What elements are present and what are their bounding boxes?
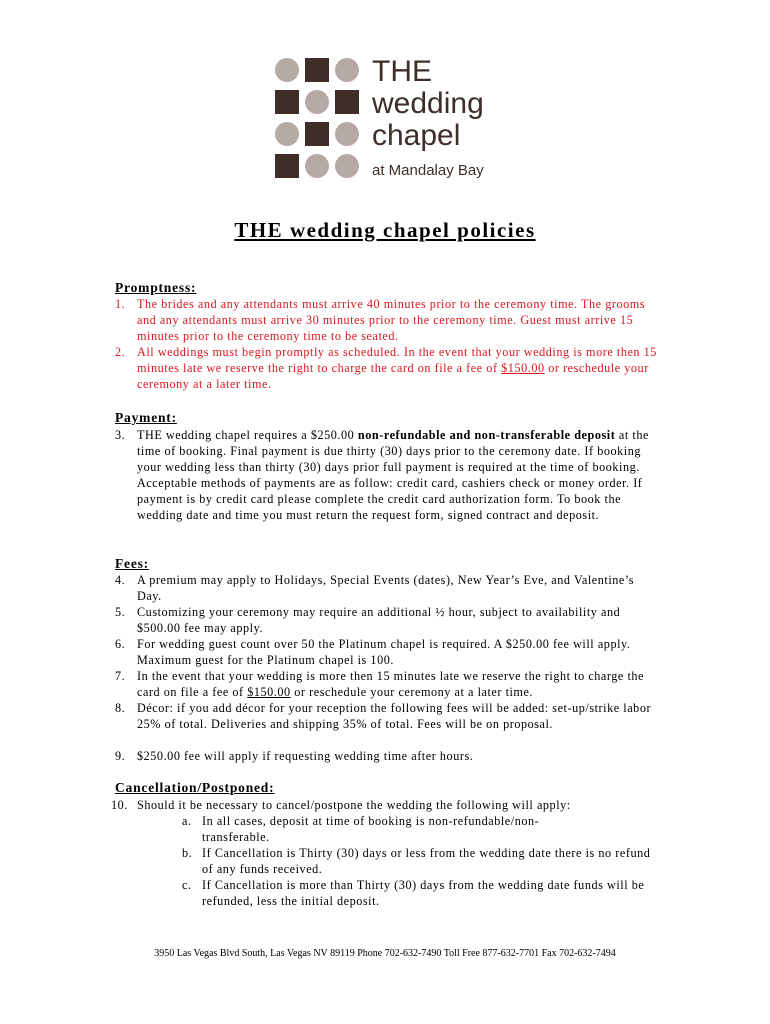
item-text: Customizing your ceremony may require an additional ½ hour, subject to availability and $500.00 fee may apply. <box>137 605 621 635</box>
logo-square <box>335 90 359 114</box>
logo-circle <box>305 90 329 114</box>
item-text: For wedding guest count over 50 the Platinum chapel is required. A $250.00 fee will apply. Maximum guest for the Platinum chapel is 100. <box>137 637 631 667</box>
logo-circle <box>335 58 359 82</box>
item-number: 5. <box>115 605 126 619</box>
policy-item-7 <box>115 668 660 700</box>
item-number: b. <box>182 846 193 860</box>
policy-item-9 <box>115 748 660 764</box>
item-text <box>137 427 660 523</box>
logo-circle <box>275 58 299 82</box>
item-text <box>137 344 660 392</box>
item-text: $250.00 fee will apply if requesting wedding time after hours. <box>137 749 474 763</box>
item-number: c. <box>182 878 192 892</box>
section-heading-cancellation: Cancellation/Postponed: <box>115 780 275 795</box>
section-heading-fees: Fees: <box>115 556 149 571</box>
page-title: THE wedding chapel policies <box>234 218 536 242</box>
logo-square <box>305 122 329 146</box>
policy-subitem-c <box>182 877 662 909</box>
item-number: 1. <box>115 297 126 311</box>
item-number: 10. <box>111 798 128 812</box>
policy-item-3 <box>115 427 660 523</box>
item-text-part: at the time of booking. Final payment is due thirty (30) days prior to the ceremony date. If booking your wedding less than thirty (30) days prior full payment is required at the time of booking. Acceptable methods of payments are as follow: credit card, cashiers check or money order. If payment is by credit card please complete the credit card authorization form. To book the wedding date and time you must return the request form, signed contract and deposit. <box>137 428 649 522</box>
logo-text-location: at Mandalay Bay <box>372 162 484 179</box>
policy-item-5 <box>115 604 660 636</box>
item-number: 3. <box>115 428 126 442</box>
item-number: 4. <box>115 573 126 587</box>
logo-square <box>275 90 299 114</box>
item-text: A premium may apply to Holidays, Special Events (dates), New Year’s Eve, and Valentine’s Day. <box>137 573 635 603</box>
policy-item-8 <box>115 700 660 732</box>
logo-square <box>275 154 299 178</box>
item-text-part: or reschedule your ceremony at a later time. <box>137 361 649 391</box>
policy-item-2 <box>115 344 660 392</box>
item-text-part: THE wedding chapel requires a $250.00 <box>137 428 358 442</box>
logo-text-chapel: chapel <box>372 119 461 152</box>
logo-circle <box>275 122 299 146</box>
policy-subitem-b <box>182 845 662 877</box>
logo-text-the: THE <box>372 55 432 88</box>
item-number: a. <box>182 814 192 828</box>
section-heading-payment: Payment: <box>115 410 177 425</box>
logo-square <box>305 58 329 82</box>
logo-circle <box>335 122 359 146</box>
fee-amount: $150.00 <box>247 685 291 699</box>
deposit-terms: non-refundable and non-transferable deposit <box>357 428 616 442</box>
item-text <box>137 668 660 700</box>
item-number: 8. <box>115 701 126 715</box>
item-number: 6. <box>115 637 126 651</box>
item-text: In all cases, deposit at time of booking is non-refundable/non-transferable. <box>202 814 540 844</box>
section-heading-promptness: Promptness: <box>115 280 197 295</box>
item-text-part: In the event that your wedding is more then 15 minutes late we reserve the right to charge the card on file a fee of <box>137 669 645 699</box>
fee-amount: $150.00 <box>501 361 545 375</box>
item-text: Décor: if you add décor for your reception the following fees will be added: set-up/strike labor 25% of total. Deliveries and shipping 35% of total. Fees will be on proposal. <box>137 701 652 731</box>
item-number: 2. <box>115 345 126 359</box>
item-text: The brides and any attendants must arrive 40 minutes prior to the ceremony time. The grooms and any attendants must arrive 30 minutes prior to the ceremony time. Guest must arrive 15 minutes prior to the ceremony time to be seated. <box>137 297 646 343</box>
item-text: Should it be necessary to cancel/postpone the wedding the following will apply: <box>137 798 571 812</box>
logo <box>275 55 515 188</box>
footer-contact: 3950 Las Vegas Blvd South, Las Vegas NV 89119 Phone 702-632-7490 Toll Free 877-632-7701 Fax 702-632-7494 <box>154 948 616 959</box>
policy-item-1 <box>115 296 660 344</box>
logo-text-wedding: wedding <box>372 87 484 120</box>
item-text-part: or reschedule your ceremony at a later time. <box>290 685 534 699</box>
logo-circle <box>305 154 329 178</box>
item-text-part: All weddings must begin promptly as scheduled. In the event that your wedding is more then 15 minutes late we reserve the right to charge the card on file a fee of <box>137 345 657 375</box>
policy-item-10 <box>111 797 656 813</box>
logo-circle <box>335 154 359 178</box>
item-text: If Cancellation is more than Thirty (30) days from the wedding date funds will be refunded, less the initial deposit. <box>202 878 645 908</box>
policy-item-4 <box>115 572 660 604</box>
item-number: 9. <box>115 749 126 763</box>
policy-subitem-a <box>182 813 662 845</box>
item-text: If Cancellation is Thirty (30) days or less from the wedding date there is no refund of any funds received. <box>202 846 651 876</box>
item-number: 7. <box>115 669 126 683</box>
policy-item-6 <box>115 636 660 668</box>
